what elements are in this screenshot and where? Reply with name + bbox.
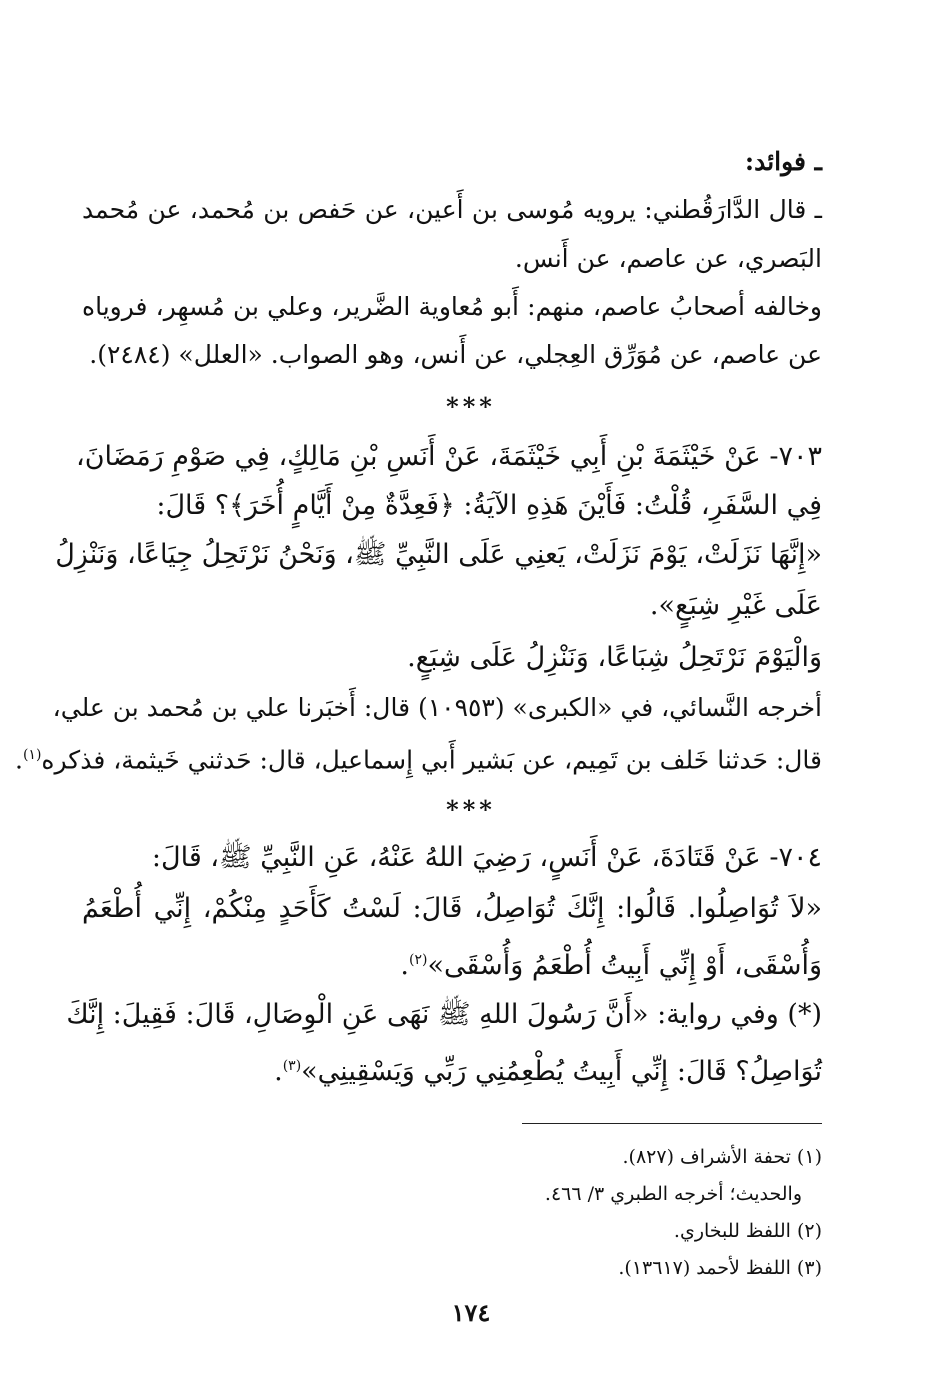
hadith-704-line-2: «لاَ تُوَاصِلُوا. قَالُوا: إِنَّكَ تُوَاصِلُ، قَالَ: لَسْتُ كَأَحَدٍ مِنْكُمْ، إِنِّي أُطْعَمُ (82, 893, 822, 924)
hadith-704-line-3-text: وَأُسْقَى، أَوْ إِنِّي أَبِيتُ أُطْعَمُ وَأُسْقَى» (427, 950, 822, 981)
para2-line-1: وخالفه أصحابُ عاصم، منهم: أَبو مُعاوية الضَّرير، وعلي بن مُسهِر، فروياه (82, 292, 822, 321)
footnote-ref-2: (٢) (409, 952, 428, 968)
hadith-703-line-5: وَالْيَوْمَ نَرْتَحِلُ شِبَاعًا، وَنَنْزِلُ عَلَى شِبَعٍ. (407, 642, 822, 673)
hadith-704-line-5-text: تُوَاصِلُ؟ قَالَ: إِنِّي أَبِيتُ يُطْعِمُنِي رَبِّي وَيَسْقِينِي» (301, 1056, 822, 1087)
page-number: ١٧٤ (451, 1298, 491, 1327)
hadith-704-line-5: تُوَاصِلُ؟ قَالَ: إِنِّي أَبِيتُ يُطْعِمُنِي رَبِّي وَيَسْقِينِي»$^{(٣)}$. (274, 1056, 822, 1087)
takhrij-703-line-2: قال: حَدثنا خَلف بن تَمِيم، عن بَشير أَبي إِسماعيل، قال: حَدثني خَيثمة، فذكره$^{(١)}$. (14, 745, 822, 775)
footnote-1-continued: والحديث؛ أخرجه الطبري ٣/ ٤٦٦. (544, 1183, 802, 1205)
hadith-704-line-1: ٧٠٤- عَنْ قَتَادَةَ، عَنْ أَنَسٍ، رَضِيَ اللهُ عَنْهُ، عَنِ النَّبِيِّ ﷺ، قَالَ: (151, 842, 822, 873)
hadith-704-line-4: (*) وفي رواية: «أَنَّ رَسُولَ اللهِ ﷺ نَهَى عَنِ الْوِصَالِ، قَالَ: فَقِيلَ: إِنَّكَ (66, 999, 822, 1030)
footnote-rule (522, 1123, 822, 1124)
takhrij-703-line-1: أخرجه النَّسائي، في «الكبرى» (١٠٩٥٣) قال: أَخبَرنا علي بن مُحمد بن علي، (52, 693, 822, 722)
footnote-ref-3: (٣) (282, 1058, 302, 1074)
hadith-703-line-3: «إِنَّهَا نَزَلَتْ، يَوْمَ نَزَلَتْ، يَعنِي عَلَى النَّبِيِّ ﷺ، وَنَحْنُ نَرْتَحِلُ جِيَاعًا، وَنَنْزِلُ (55, 539, 822, 570)
footnote-3: (٣) اللفظ لأحمد (١٣٦١٧). (618, 1257, 822, 1279)
separator-stars: *** (446, 392, 496, 421)
para1-line-2: البَصري، عن عاصم، عن أَنس. (514, 244, 822, 273)
footnote-1: (١) تحفة الأشراف (٨٢٧). (622, 1146, 822, 1168)
hadith-703-line-2: فِي السَّفَرِ، قُلْتُ: فَأَيْنَ هَذِهِ الآيَةُ: ﴿فَعِدَّةٌ مِنْ أَيَّامٍ أُخَرَ﴾؟ قَالَ: (156, 490, 822, 521)
takhrij-703-text: قال: حَدثنا خَلف بن تَمِيم، عن بَشير أَبي إِسماعيل، قال: حَدثني خَيثمة، فذكره (41, 745, 822, 775)
para1-line-1: ـ قال الدَّارَقُطني: يرويه مُوسى بن أَعين، عن حَفص بن مُحمد، عن مُحمد (82, 195, 822, 224)
hadith-704-line-3: وَأُسْقَى، أَوْ إِنِّي أَبِيتُ أُطْعَمُ وَأُسْقَى»$^{(٢)}$. (400, 950, 822, 981)
separator-stars-2: *** (446, 795, 496, 824)
footnote-2: (٢) اللفظ للبخاري. (673, 1220, 822, 1242)
hadith-703-line-4: عَلَى غَيْرِ شِبَعٍ». (649, 590, 822, 621)
para2-line-2: عن عاصم، عن مُوَرِّق العِجلي، عن أَنس، وهو الصواب. «العلل» (٢٤٨٤). (89, 340, 822, 369)
footnote-ref-1: (١) (22, 747, 42, 763)
hadith-703-line-1: ٧٠٣- عَنْ خَيْثَمَةَ بْنِ أَبِي خَيْثَمَةَ، عَنْ أَنَسِ بْنِ مَالِكٍ، فِي صَوْمِ رَمَضَانَ، (76, 441, 822, 472)
section-heading: ـ فوائد: (744, 147, 822, 176)
